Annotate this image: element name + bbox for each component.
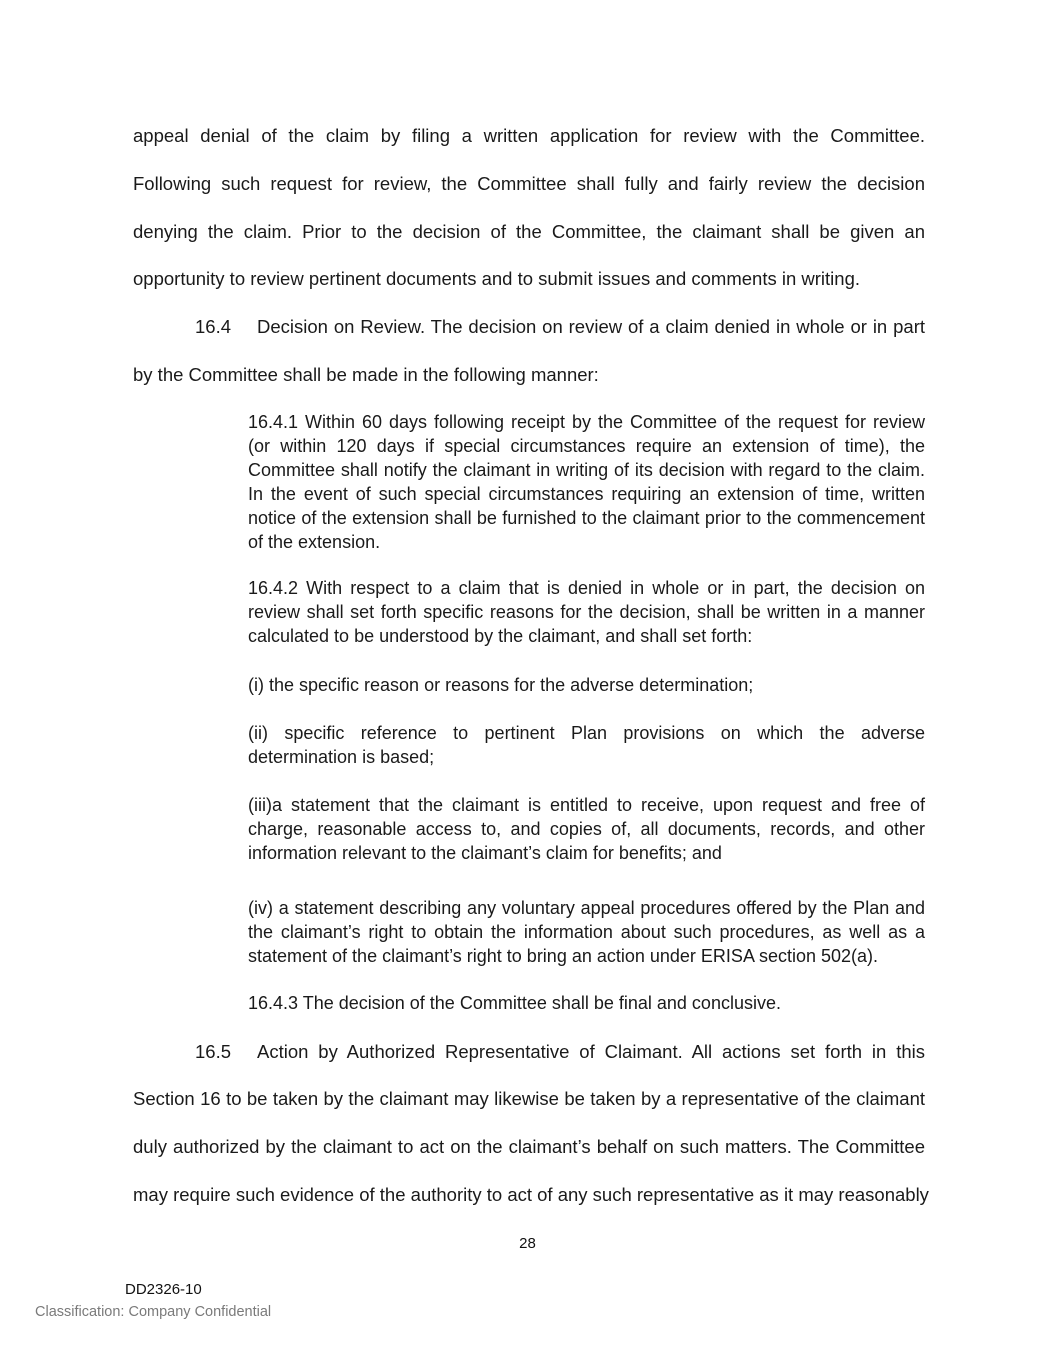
list-item-text: (ii) specific reference to pertinent Plan provisions on which the adverse determination is based; <box>248 723 925 767</box>
list-item-iv <box>248 896 925 968</box>
list-item-text: (i) the specific reason or reasons for the adverse determination; <box>248 675 754 695</box>
subsection-text: 16.4.2 With respect to a claim that is denied in whole or in part, the decision on review shall set forth specific reasons for the decision, shall be written in a manner calculated to be understood by the claimant, and shall set forth: <box>248 578 925 646</box>
paragraph-line: Section 16 to be taken by the claimant may likewise be taken by a representative of the claimant <box>133 1088 925 1109</box>
paragraph-line: appeal denial of the claim by filing a written application for review with the Committee. <box>133 125 925 146</box>
classification-label: Classification: Company Confidential <box>35 1304 272 1320</box>
section-number: 16.4 <box>195 316 232 337</box>
document-code: DD2326-10 <box>125 1281 202 1298</box>
list-item-ii <box>248 721 925 769</box>
section-heading-line: Action by Authorized Representative of Claimant. All actions set forth in this <box>257 1041 925 1062</box>
subsection-16-4-1 <box>248 410 925 554</box>
paragraph-line: denying the claim. Prior to the decision of the Committee, the claimant shall be given an <box>133 221 925 242</box>
subsection-text: 16.4.3 The decision of the Committee shall be final and conclusive. <box>248 993 781 1013</box>
list-item-text: (iv) a statement describing any voluntary appeal procedures offered by the Plan and the claimant’s right to obtain the information about such procedures, as well as a statement of the claimant’s right to bring an action under ERISA section 502(a). <box>248 898 925 966</box>
subsection-16-4-3 <box>248 991 925 1015</box>
subsection-16-4-2 <box>248 576 925 648</box>
paragraph-line: opportunity to review pertinent documents and to submit issues and comments in writing. <box>133 268 861 289</box>
paragraph-line: duly authorized by the claimant to act on the claimant’s behalf on such matters. The Committee <box>133 1136 925 1157</box>
list-item-i <box>248 673 925 697</box>
paragraph-line: by the Committee shall be made in the following manner: <box>133 364 599 385</box>
paragraph-line: Following such request for review, the Committee shall fully and fairly review the decision <box>133 173 925 194</box>
list-item-text: (iii)a statement that the claimant is entitled to receive, upon request and free of charge, reasonable access to, and copies of, all documents, records, and other information relevant to the claimant’s claim for benefits; and <box>248 795 925 863</box>
subsection-text: 16.4.1 Within 60 days following receipt by the Committee of the request for review (or within 120 days if special circumstances require an extension of time), the Committee shall notify the claimant in writing of its decision with regard to the claim. In the event of such special circumstances requiring an extension of time, written notice of the extension shall be furnished to the claimant prior to the commencement of the extension. <box>248 412 925 552</box>
section-heading-line: Decision on Review. The decision on review of a claim denied in whole or in part <box>257 316 925 337</box>
page-number: 28 <box>519 1235 536 1252</box>
paragraph-line: may require such evidence of the authority to act of any such representative as it may reasonably <box>133 1184 929 1205</box>
section-number: 16.5 <box>195 1041 232 1062</box>
list-item-iii <box>248 793 925 865</box>
